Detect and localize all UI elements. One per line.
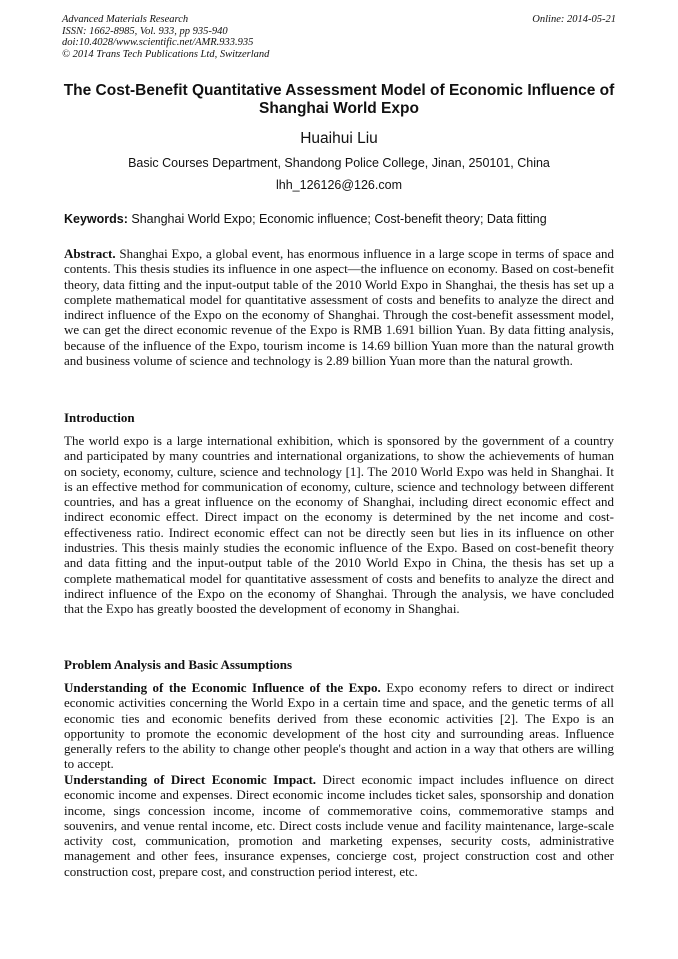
- abstract-label: Abstract.: [64, 246, 116, 261]
- problem-paragraph-2: [64, 772, 614, 879]
- keywords-text: Shanghai World Expo; Economic influence; Cost-benefit theory; Data fitting: [131, 212, 547, 226]
- problem-paragraph-1: [64, 680, 614, 772]
- journal-header: [62, 14, 616, 60]
- online-date: Online: 2014-05-21: [532, 14, 616, 25]
- paper-title: The Cost-Benefit Quantitative Assessment Model of Economic Influence of Shanghai World Expo: [63, 82, 615, 117]
- author-email: lhh_126126@126.com: [276, 178, 402, 192]
- journal-name: Advanced Materials Research: [62, 14, 189, 25]
- introduction-text: The world expo is a large international exhibition, which is sponsored by the government of a country and participated by many countries and international organizations, to show the achievements of human on society, economy, culture, science and technology [1]. The 2010 World Expo was held in Shanghai. It is an effective method for communication of economy, culture, science and technology between different countries, and has a great influence on the economy of Shanghai, including direct economic effect and indirect economic effect. Direct impact on the economy is determined by the net income and cost-effectiveness ratio. Indirect economic effect can not be directly seen but lies in its influence on other industries. This thesis mainly studies the economic influence of the Expo. Based on cost-benefit theory and data fitting and the input-output table of the 2010 World Expo in China, the thesis has set up a complete mathematical model for quantitative assessment of costs and benefits to analyze the direct and indirect influence of the Expo on the economy of Shanghai. Through the analysis, we have concluded that the Expo has greatly boosted the development of economy in Shanghai.: [64, 433, 614, 617]
- author-affiliation: Basic Courses Department, Shandong Police College, Jinan, 250101, China: [128, 156, 550, 170]
- issn-line: ISSN: 1662-8985, Vol. 933, pp 935-940: [62, 25, 228, 37]
- problem-p2-text: Direct economic impact includes influence on direct economic income and expenses. Direct economic income includes ticket sales, sponsorship and donation income, sings concession income, income of commemorative coins, commemorative stamps and souvenirs, and venue rental income, etc. Direct costs include venue and facility maintenance, large-scale activity cost, communication, promotion and marketing expenses, security costs, administrative management and other fees, insurance expenses, concierge cost, project construction cost and other construction cost, prepare cost, and construction period interest, etc.: [64, 772, 614, 879]
- problem-p1-text: Expo economy refers to direct or indirect economic activities concerning the World Expo in a certain time and space, and the genetic terms of all economic ties and economic benefits derived from these economic activities [2]. The Expo is an opportunity to promote the economic development of the host city and surrounding areas. Influence generally refers to the ability to change other people's thought and action in a way that others are willing to accept.: [64, 680, 614, 772]
- copyright-line: © 2014 Trans Tech Publications Ltd, Switzerland: [62, 48, 270, 60]
- introduction-heading: Introduction: [64, 410, 135, 425]
- problem-p2-label: Understanding of Direct Economic Impact.: [64, 772, 317, 787]
- keywords: [64, 212, 618, 226]
- author-name: Huaihui Liu: [300, 130, 378, 147]
- abstract-text: Shanghai Expo, a global event, has enormous influence in a large scope in terms of space and contents. This thesis studies its influence in one aspect—the influence on economy. Based on cost-benefit theory, data fitting and the input-output table of the 2010 World Expo in Shanghai, the thesis has set up a complete mathematical model for quantitative assessment of costs and benefits to analyze the direct and indirect influence of the Expo on the economy of Shanghai. Through the cost-benefit assessment model, we can get the direct economic revenue of the Expo is RMB 1.691 billion Yuan. By data fitting analysis, because of the influence of the Expo, tourism income is 14.69 billion Yuan more than the natural growth and business volume of science and technology is 2.89 billion Yuan more than the natural growth.: [64, 246, 615, 369]
- abstract: [64, 246, 614, 368]
- problem-p1-label: Understanding of the Economic Influence of the Expo.: [64, 680, 381, 695]
- doi-line: doi:10.4028/www.scientific.net/AMR.933.935: [62, 37, 254, 48]
- problem-heading: Problem Analysis and Basic Assumptions: [64, 657, 293, 672]
- keywords-label: Keywords:: [64, 212, 128, 226]
